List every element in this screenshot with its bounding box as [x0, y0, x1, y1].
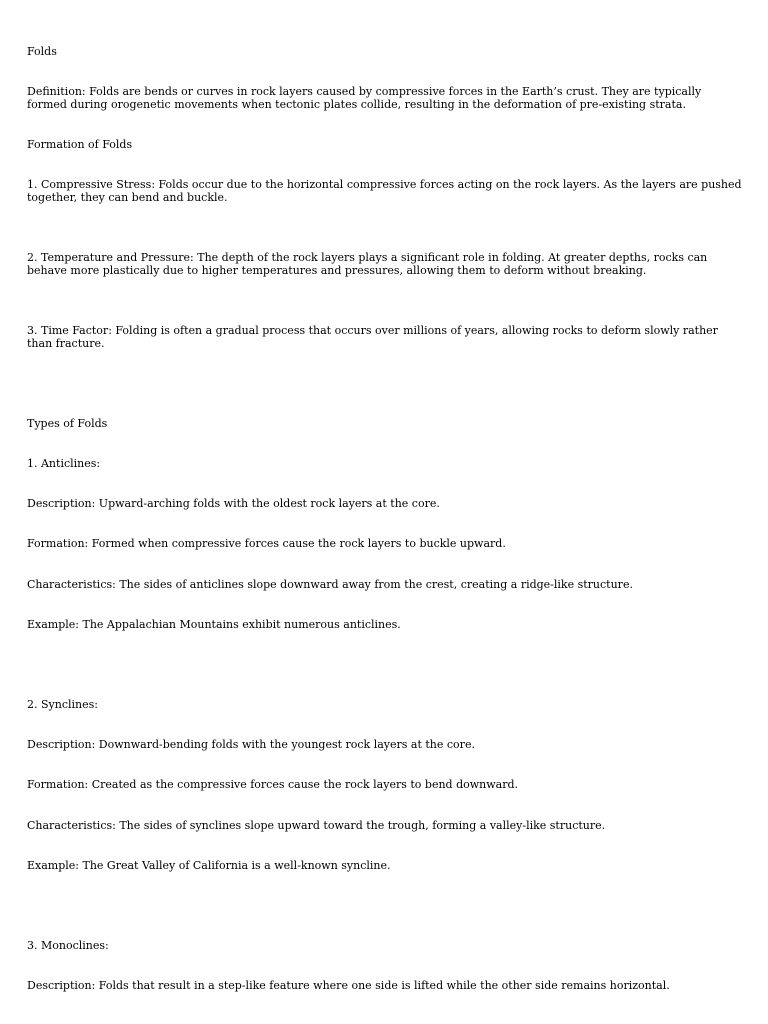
- formation-item-time-factor: 3. Time Factor: Folding is often a gradual process that occurs over millions of years, allowing rocks to deform slowly rather than fracture.: [27, 324, 718, 350]
- anticlines-heading: 1. Anticlines:: [27, 457, 101, 470]
- synclines-heading: 2. Synclines:: [27, 698, 98, 711]
- anticlines-formation: Formation: Formed when compressive forces cause the rock layers to buckle upward.: [27, 537, 506, 550]
- types-heading: Types of Folds: [27, 417, 108, 430]
- formation-item-temperature-pressure: 2. Temperature and Pressure: The depth of the rock layers plays a significant role in folding. At greater depths, rocks can behave more plastically due to higher temperatures and pressures, allowing them to deform without breaking.: [27, 251, 708, 277]
- formation-item-compressive-stress: 1. Compressive Stress: Folds occur due to the horizontal compressive forces acting on the rock layers. As the layers are pushed together, they can bend and buckle.: [27, 178, 742, 204]
- synclines-example: Example: The Great Valley of California is a well-known syncline.: [27, 859, 391, 872]
- definition-paragraph: Definition: Folds are bends or curves in rock layers caused by compressive forces in the Earth’s crust. They are typically formed during orogenetic movements when tectonic plates collide, resulting in the deformation of pre-existing strata.: [27, 85, 702, 111]
- synclines-formation: Formation: Created as the compressive forces cause the rock layers to bend downward.: [27, 778, 519, 791]
- monoclines-description: Description: Folds that result in a step-like feature where one side is lifted while the other side remains horizontal.: [27, 979, 670, 992]
- anticlines-example: Example: The Appalachian Mountains exhibit numerous anticlines.: [27, 618, 401, 631]
- document-title: Folds: [27, 45, 57, 58]
- formation-heading: Formation of Folds: [27, 138, 133, 151]
- anticlines-characteristics: Characteristics: The sides of anticlines slope downward away from the crest, creating a ridge-like structure.: [27, 578, 633, 591]
- monoclines-heading: 3. Monoclines:: [27, 939, 109, 952]
- synclines-characteristics: Characteristics: The sides of synclines slope upward toward the trough, forming a valley-like structure.: [27, 819, 606, 832]
- anticlines-description: Description: Upward-arching folds with the oldest rock layers at the core.: [27, 497, 440, 510]
- synclines-description: Description: Downward-bending folds with the youngest rock layers at the core.: [27, 738, 475, 751]
